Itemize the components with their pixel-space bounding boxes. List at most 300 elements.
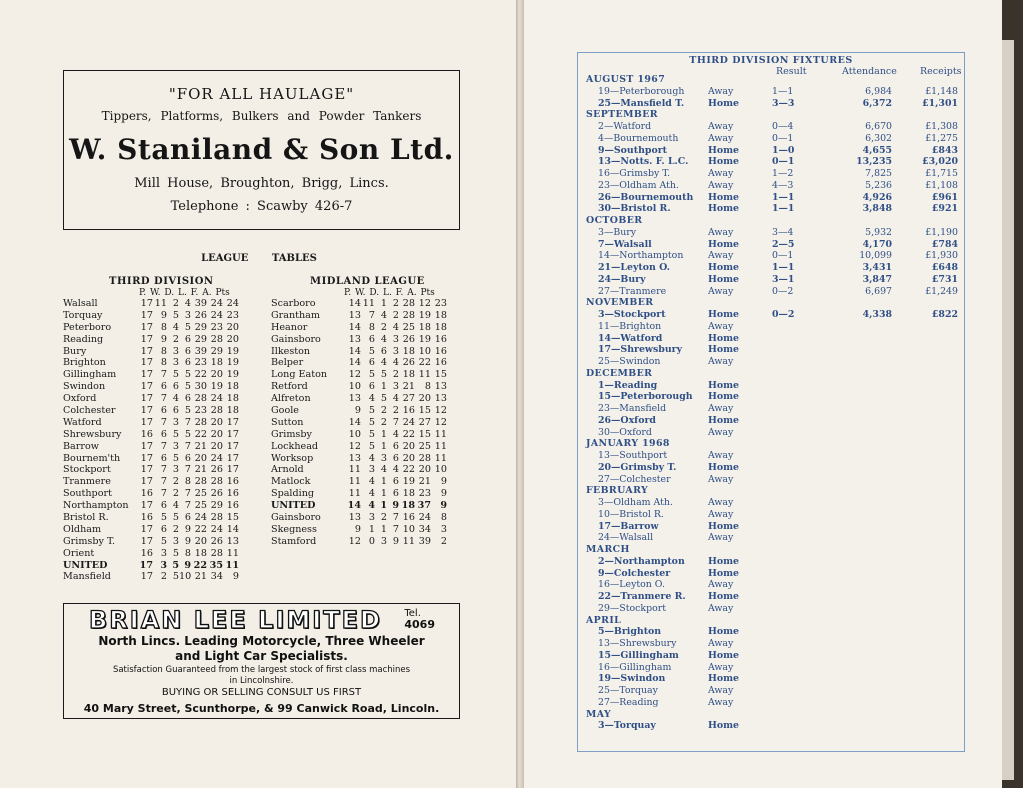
fixture-result: 3—3 [772, 97, 795, 109]
fixture-row [586, 144, 958, 157]
stat-cell: 17 [140, 500, 153, 512]
stat-cell: 20 [418, 393, 431, 405]
stat-cell: 5 [184, 405, 191, 417]
stat-cell: 2 [172, 298, 179, 309]
midland-league-row [271, 500, 447, 512]
midland-league-header: P. W. D. L. F. A. Pts [344, 288, 435, 298]
stat-cell: 21 [418, 476, 431, 488]
fixture-result: 2—5 [772, 238, 795, 250]
fixture-result: 0—1 [772, 132, 794, 144]
team-name: Ilkeston [271, 345, 311, 357]
stat-cell: 17 [140, 440, 153, 452]
stat-cell: 15 [434, 369, 447, 381]
fixture-venue: Away [708, 508, 734, 520]
fixture-venue: Away [708, 179, 734, 191]
team-name: Worksop [271, 452, 314, 464]
fixture-opponent: 17—Barrow [598, 520, 659, 532]
fixture-venue: Home [708, 673, 739, 685]
fixture-row [586, 661, 734, 674]
stat-cell: 2 [380, 512, 387, 524]
stat-cell: 9 [184, 559, 191, 571]
stat-cell: 3 [160, 559, 167, 571]
third-division-table [63, 298, 239, 583]
stat-cell: 2 [440, 535, 447, 547]
stat-cell: 4 [392, 321, 399, 333]
stat-cell: 1 [380, 381, 387, 393]
fixture-row [586, 638, 734, 650]
stat-cell: 16 [226, 476, 239, 488]
fixture-row [586, 285, 958, 298]
stat-cell: 9 [440, 488, 447, 500]
stat-cell: 27 [418, 416, 431, 428]
stat-cell: 16 [434, 357, 447, 369]
stat-cell: 17 [226, 464, 239, 476]
stat-cell: 26 [210, 488, 223, 500]
stat-cell: 7 [160, 464, 167, 476]
team-name: Watford [63, 416, 102, 428]
fixture-venue: Away [708, 168, 734, 179]
stat-cell: 4 [392, 393, 399, 405]
stat-cell: 14 [348, 416, 361, 428]
stat-cell: 22 [418, 357, 431, 369]
fixture-row [586, 250, 958, 262]
midland-league-row [271, 322, 447, 334]
fixture-opponent: 2—Watford [598, 121, 652, 132]
stat-cell: 29 [194, 321, 207, 333]
stat-cell: 23 [210, 321, 223, 333]
third-division-row [63, 322, 239, 334]
fixture-opponent: 27—Colchester [598, 473, 671, 485]
team-name: Grimsby T. [63, 535, 115, 547]
stat-cell: 6 [184, 345, 191, 357]
stat-cell: 9 [440, 476, 447, 488]
fixture-venue: Home [708, 414, 739, 426]
stat-cell: 6 [368, 381, 375, 393]
stat-cell: 9 [354, 405, 361, 417]
fixture-attendance: 13,235 [856, 156, 892, 168]
stat-cell: 7 [392, 512, 399, 524]
fixture-receipts: £921 [931, 203, 958, 215]
fixture-receipts: £1,249 [925, 285, 958, 297]
stat-cell: 19 [418, 333, 431, 345]
team-name: Lockhead [271, 440, 319, 452]
team-name: Walsall [63, 298, 98, 309]
stat-cell: 14 [348, 298, 361, 309]
fixture-opponent: 16—Leyton O. [598, 579, 665, 591]
third-division-row [63, 334, 239, 346]
stat-cell: 5 [184, 428, 191, 440]
stat-cell: 28 [194, 476, 207, 488]
stat-cell: 3 [160, 547, 167, 559]
fixture-attendance: 6,697 [865, 285, 892, 297]
team-name: Alfreton [271, 393, 311, 405]
stat-cell: 16 [140, 428, 153, 440]
stat-cell: 19 [210, 381, 223, 393]
fixture-row [586, 191, 958, 204]
fixture-result: 0—4 [772, 121, 794, 132]
midland-league-row [271, 512, 447, 524]
fixture-row [586, 85, 958, 98]
stat-cell: 22 [193, 559, 207, 571]
fixture-opponent: 26—Bournemouth [598, 191, 694, 203]
team-name: Tranmere [63, 476, 111, 488]
stat-cell: 21 [402, 381, 415, 393]
stat-cell: 3 [440, 523, 447, 535]
stat-cell: 7 [368, 309, 375, 321]
background-edge [1002, 0, 1023, 788]
stat-cell: 23 [226, 309, 239, 321]
page-stack [1002, 40, 1014, 780]
fixture-opponent: 15—Gillingham [598, 649, 679, 661]
fixture-attendance: 6,302 [865, 132, 892, 144]
stat-cell: 14 [348, 345, 361, 357]
stat-cell: 25 [402, 321, 415, 333]
fixture-attendance: 7,825 [865, 168, 892, 179]
stat-cell: 18 [401, 500, 415, 512]
stat-cell: 28 [402, 298, 415, 309]
stat-cell: 5 [160, 535, 167, 547]
stat-cell: 4 [368, 476, 375, 488]
team-name: Arnold [271, 464, 304, 476]
fixture-venue: Home [708, 649, 739, 661]
fixture-row [586, 673, 739, 685]
stat-cell: 6 [160, 523, 167, 535]
stat-cell: 17 [140, 345, 153, 357]
stat-cell: 14 [347, 500, 361, 512]
fixture-opponent: 16—Gillingham [598, 661, 672, 673]
fixture-receipts: £822 [931, 309, 958, 320]
stat-cell: 35 [209, 559, 223, 571]
stat-cell: 23 [434, 298, 447, 309]
stat-cell: 11 [402, 535, 415, 547]
fixture-row [586, 262, 958, 274]
fixture-opponent: 5—Brighton [598, 626, 662, 638]
stat-cell: 6 [380, 345, 387, 357]
stat-cell: 34 [210, 571, 223, 583]
stat-cell: 24 [194, 512, 207, 524]
fixture-row [586, 379, 739, 392]
stat-cell: 4 [392, 357, 399, 369]
stat-cell: 8 [160, 321, 167, 333]
stat-cell: 2 [172, 476, 179, 488]
stat-cell: 24 [210, 309, 223, 321]
team-name: Bury [63, 345, 87, 357]
stat-cell: 18 [434, 309, 447, 321]
team-name: Gainsboro [271, 512, 321, 524]
fixture-month-heading: MARCH [586, 544, 630, 555]
fixture-receipts: £3,020 [922, 156, 958, 168]
stat-cell: 3 [184, 309, 191, 321]
fixture-row [586, 720, 739, 732]
fixtures-title: THIRD DIVISION FIXTURES [689, 55, 853, 66]
fixture-receipts: £1,275 [925, 132, 958, 144]
stat-cell: 17 [226, 452, 239, 464]
midland-league-row [271, 310, 447, 322]
stat-cell: 14 [348, 357, 361, 369]
fixture-attendance: 10,099 [859, 250, 892, 262]
stat-cell: 6 [368, 333, 375, 345]
stat-cell: 24 [226, 298, 239, 309]
stat-cell: 6 [392, 476, 399, 488]
team-name: Mansfield [63, 571, 111, 583]
stat-cell: 14 [348, 321, 361, 333]
stat-cell: 20 [226, 321, 239, 333]
stat-cell: 17 [140, 333, 153, 345]
stat-cell: 22 [194, 369, 207, 381]
fixture-receipts: £648 [931, 262, 958, 273]
fixture-opponent: 4—Bournemouth [598, 132, 679, 144]
stat-cell: 11 [348, 476, 361, 488]
stat-cell: 28 [418, 452, 431, 464]
stat-cell: 20 [194, 535, 207, 547]
stat-cell: 3 [172, 535, 179, 547]
stat-cell: 24 [402, 416, 415, 428]
stat-cell: 20 [194, 452, 207, 464]
receipts-column-header: Receipts [920, 66, 962, 77]
stat-cell: 28 [210, 512, 223, 524]
stat-cell: 9 [232, 571, 239, 583]
third-division-row [63, 560, 239, 572]
stat-cell: 7 [160, 416, 167, 428]
stat-cell: 11 [434, 428, 447, 440]
fixture-result: 1—1 [772, 203, 795, 215]
stat-cell: 2 [172, 523, 179, 535]
advert-firm-name: W. Staniland & Son Ltd. [69, 133, 454, 166]
stat-cell: 2 [172, 333, 179, 345]
stat-cell: 16 [140, 512, 153, 524]
fixture-venue: Home [708, 520, 739, 532]
third-division-row [63, 524, 239, 536]
stat-cell: 3 [392, 381, 399, 393]
stat-cell: 8 [160, 357, 167, 369]
fixture-venue: Away [708, 696, 734, 708]
stat-cell: 17 [140, 464, 153, 476]
fixture-opponent: 25—Torquay [598, 685, 658, 696]
stat-cell: 5 [368, 345, 375, 357]
stat-cell: 4 [380, 333, 387, 345]
midland-league-row [271, 369, 447, 381]
stat-cell: 3 [172, 440, 179, 452]
fixture-row [586, 579, 734, 591]
third-division-header: P. W. D. L. F. A. Pts [139, 288, 230, 298]
team-name: Matlock [271, 476, 311, 488]
midland-league-row [271, 476, 447, 488]
stat-cell: 6 [184, 393, 191, 405]
third-division-row [63, 298, 239, 310]
stat-cell: 12 [348, 369, 361, 381]
stat-cell: 4 [380, 464, 387, 476]
fixture-opponent: 9—Southport [598, 144, 667, 156]
fixture-row [586, 356, 734, 368]
stat-cell: 12 [418, 298, 431, 309]
stat-cell: 5 [160, 512, 167, 524]
fixture-opponent: 10—Bristol R. [598, 508, 664, 520]
stat-cell: 6 [160, 381, 167, 393]
stat-cell: 11 [154, 298, 167, 309]
fixture-venue: Away [708, 602, 734, 614]
stat-cell: 1 [380, 476, 387, 488]
team-name: Gainsboro [271, 333, 321, 345]
fixture-row [586, 602, 734, 615]
third-division-row [63, 548, 239, 560]
midland-league-row [271, 524, 447, 536]
fixture-attendance: 4,170 [862, 238, 892, 250]
fixtures-box [577, 52, 965, 752]
stat-cell: 2 [380, 416, 387, 428]
fixture-attendance: 6,372 [862, 97, 892, 109]
stat-cell: 8 [368, 321, 375, 333]
team-name: Oxford [63, 393, 97, 405]
fixture-receipts: £731 [931, 273, 958, 285]
advert-telephone-block [404, 608, 435, 630]
stat-cell: 7 [184, 500, 191, 512]
advert-line-1: North Lincs. Leading Motorcycle, Three Wheeler [98, 634, 425, 648]
stat-cell: 20 [402, 440, 415, 452]
fixture-row [586, 426, 734, 439]
third-division-row [63, 417, 239, 429]
stat-cell: 5 [380, 393, 387, 405]
fixture-row [586, 461, 739, 474]
stat-cell: 11 [348, 488, 361, 500]
stat-cell: 18 [418, 321, 431, 333]
third-division-row [63, 393, 239, 405]
fixture-result: 1—2 [772, 168, 794, 179]
team-name: Orient [63, 547, 95, 559]
stat-cell: 6 [368, 357, 375, 369]
stat-cell: 17 [140, 535, 153, 547]
fixture-opponent: 25—Mansfield T. [598, 97, 685, 109]
stat-cell: 28 [210, 547, 223, 559]
stat-cell: 39 [194, 298, 207, 309]
stat-cell: 8 [160, 345, 167, 357]
fixture-opponent: 13—Shrewsbury [598, 638, 677, 649]
stat-cell: 13 [348, 309, 361, 321]
stat-cell: 17 [140, 405, 153, 417]
fixture-result: 1—1 [772, 262, 795, 273]
third-division-row [63, 429, 239, 441]
stat-cell: 28 [210, 476, 223, 488]
stat-cell: 18 [194, 547, 207, 559]
team-name: UNITED [271, 500, 316, 512]
stat-cell: 17 [226, 428, 239, 440]
stat-cell: 17 [226, 416, 239, 428]
fixture-venue: Away [708, 532, 734, 544]
stat-cell: 12 [348, 440, 361, 452]
stat-cell: 5 [368, 440, 375, 452]
haulage-advert [63, 70, 460, 230]
fixture-row [586, 473, 734, 486]
fixture-opponent: 7—Walsall [598, 238, 652, 250]
midland-league-row [271, 405, 447, 417]
team-name: Long Eaton [271, 369, 328, 381]
team-name: Bristol R. [63, 512, 109, 524]
advert-tel-label: Tel. [404, 608, 421, 619]
fixture-venue: Away [708, 450, 734, 461]
third-division-row [63, 488, 239, 500]
stat-cell: 19 [418, 309, 431, 321]
stat-cell: 11 [418, 369, 431, 381]
team-name: Heanor [271, 321, 308, 333]
team-name: Torquay [63, 309, 103, 321]
stat-cell: 20 [418, 464, 431, 476]
stat-cell: 3 [392, 345, 399, 357]
fixture-venue: Away [708, 320, 734, 332]
stat-cell: 13 [434, 381, 447, 393]
stat-cell: 5 [380, 369, 387, 381]
team-name: Grantham [271, 309, 320, 321]
stat-cell: 8 [184, 476, 191, 488]
third-division-row [63, 441, 239, 453]
stat-cell: 29 [194, 333, 207, 345]
fixture-attendance: 5,236 [865, 179, 892, 191]
fixture-venue: Home [708, 203, 739, 215]
stat-cell: 21 [194, 440, 207, 452]
stat-cell: 22 [194, 523, 207, 535]
stat-cell: 6 [160, 452, 167, 464]
fixture-result: 4—3 [772, 179, 794, 191]
fixture-venue: Away [708, 497, 734, 508]
stat-cell: 1 [380, 298, 387, 309]
stat-cell: 4 [392, 464, 399, 476]
midland-league-table [271, 298, 447, 548]
team-name: Barrow [63, 440, 99, 452]
fixture-opponent: 14—Watford [598, 332, 663, 344]
fixture-receipts: £784 [931, 238, 958, 250]
stat-cell: 20 [210, 428, 223, 440]
stat-cell: 8 [184, 547, 191, 559]
stat-cell: 9 [184, 535, 191, 547]
fixture-row [586, 414, 739, 427]
stat-cell: 20 [210, 416, 223, 428]
fixture-row [586, 391, 739, 403]
third-division-row [63, 500, 239, 512]
stat-cell: 6 [184, 357, 191, 369]
fixture-venue: Home [708, 567, 739, 579]
stat-cell: 18 [402, 488, 415, 500]
stat-cell: 11 [225, 559, 239, 571]
fixture-venue: Home [708, 391, 739, 403]
fixture-opponent: 20—Grimsby T. [598, 461, 677, 473]
stat-cell: 16 [140, 547, 153, 559]
midland-league-title: MIDLAND LEAGUE [310, 276, 425, 287]
fixture-month-heading: DECEMBER [586, 367, 653, 379]
fixture-receipts: £1,308 [925, 121, 958, 132]
stat-cell: 2 [172, 488, 179, 500]
stat-cell: 4 [368, 488, 375, 500]
fixture-row [586, 696, 734, 709]
stat-cell: 17 [140, 357, 153, 369]
fixture-venue: Home [708, 344, 739, 356]
stat-cell: 5 [368, 405, 375, 417]
stat-cell: 2 [160, 571, 167, 583]
stat-cell: 23 [194, 405, 207, 417]
stat-cell: 19 [226, 369, 239, 381]
stat-cell: 10 [348, 428, 361, 440]
stat-cell: 12 [434, 416, 447, 428]
stat-cell: 7 [392, 523, 399, 535]
midland-league-row [271, 417, 447, 429]
stat-cell: 2 [380, 405, 387, 417]
stat-cell: 19 [226, 357, 239, 369]
team-name: Colchester [63, 405, 116, 417]
fixture-row [586, 532, 734, 544]
fixture-opponent: 24—Walsall [598, 532, 654, 544]
fixture-venue: Home [708, 273, 739, 285]
fixture-row [586, 626, 739, 638]
stat-cell: 24 [418, 512, 431, 524]
stat-cell: 4 [380, 309, 387, 321]
stat-cell: 22 [402, 428, 415, 440]
